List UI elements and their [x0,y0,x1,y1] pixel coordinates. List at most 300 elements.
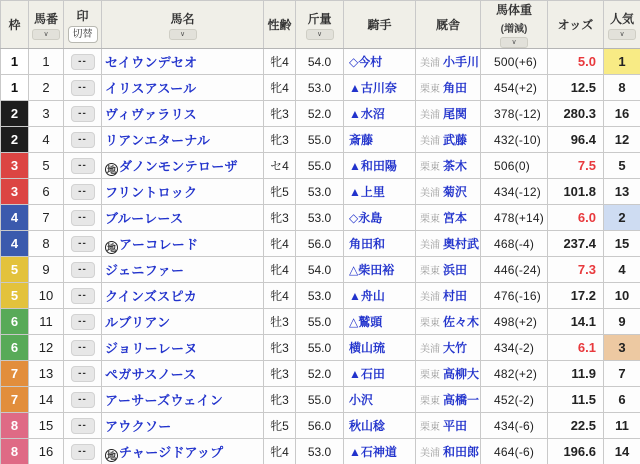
sex-age-cell: 牝4 [264,283,296,309]
col-header-popularity [604,1,640,49]
horse-weight-cell: 506(0) [481,153,548,179]
carried-weight-cell: 56.0 [296,413,344,439]
sex-age-cell: 牡3 [264,309,296,335]
jockey-cell [344,257,416,283]
trainer-link[interactable]: 茶木 [443,159,468,173]
carried-weight-cell: 53.0 [296,283,344,309]
jockey-cell [344,205,416,231]
stable-region-label: 美浦 [420,240,440,251]
horse-weight-cell: 478(+14) [481,205,548,231]
table-row [1,309,640,335]
sex-age-cell: 牝3 [264,361,296,387]
sex-age-cell: 牝3 [264,205,296,231]
jockey-link[interactable]: △柴田裕 [349,263,395,277]
jockey-cell [344,413,416,439]
waku-cell: 8 [1,413,29,439]
horse-name-link[interactable]: イリスアスール [105,81,197,96]
jockey-link[interactable]: 横山琉 [349,341,386,355]
popularity-cell: 3 [604,335,640,361]
mark-cell [64,49,102,75]
popularity-cell: 9 [604,309,640,335]
horse-name-cell [102,153,264,179]
chevron-down-icon: ∨ [179,30,186,38]
col-header-weight-label: 斤量 [307,11,332,26]
mark-cell [64,335,102,361]
popularity-cell: 10 [604,283,640,309]
col-header-horse-name [102,1,264,49]
stable-cell [416,75,481,101]
chevron-down-icon: ∨ [43,30,49,38]
sex-age-cell: 牝5 [264,179,296,205]
stable-cell [416,257,481,283]
horse-weight-cell: 434(-12) [481,179,548,205]
popularity-cell: 8 [604,75,640,101]
horse-name-link[interactable]: ジェニファー [105,263,185,278]
waku-cell: 7 [1,361,29,387]
popularity-cell: 14 [604,439,640,464]
carried-weight-cell: 53.0 [296,205,344,231]
popularity-cell: 2 [604,205,640,231]
horse-number-cell: 16 [29,439,64,464]
horse-number-cell: 2 [29,75,64,101]
carried-weight-cell: 55.0 [296,127,344,153]
waku-cell: 6 [1,335,29,361]
mark-cell [64,439,102,464]
horse-number-cell: 9 [29,257,64,283]
stable-cell [416,231,481,257]
waku-cell: 3 [1,179,29,205]
waku-cell: 2 [1,127,29,153]
mark-cell [64,309,102,335]
mark-cell [64,179,102,205]
waku-cell: 6 [1,309,29,335]
col-header-stable [416,1,481,49]
jockey-cell [344,49,416,75]
horse-weight-cell: 498(+2) [481,309,548,335]
jockey-link[interactable]: 小沢 [349,393,374,407]
stable-region-label: 美浦 [420,448,440,459]
mark-cell [64,257,102,283]
sex-age-cell: 牝3 [264,101,296,127]
waku-cell: 5 [1,257,29,283]
sex-age-cell: 牝5 [264,413,296,439]
col-header-odds [548,1,604,49]
sort-horse-weight-button[interactable] [500,37,528,48]
popularity-cell: 1 [604,49,640,75]
horse-name-cell [102,127,264,153]
sort-horse-name-button[interactable] [169,29,197,40]
jockey-link[interactable]: 秋山稔 [349,419,386,433]
horse-name-cell [102,439,264,464]
horse-name-link[interactable]: ジョリーレーヌ [105,341,198,356]
odds-cell: 22.5 [548,413,604,439]
trainer-link[interactable]: 浜田 [443,263,468,277]
popularity-cell: 6 [604,387,640,413]
jockey-link[interactable]: ▲水沼 [349,107,385,121]
mark-cell [64,101,102,127]
mark-select-button[interactable]: -- [71,392,95,408]
mark-select-button[interactable]: -- [71,158,95,174]
jockey-cell [344,283,416,309]
odds-cell: 7.3 [548,257,604,283]
trainer-link[interactable]: 宮本 [443,211,468,225]
table-row [1,387,640,413]
mark-select-button[interactable]: -- [71,54,95,70]
horse-name-link[interactable]: クインズスピカ [105,289,198,304]
horse-number-cell: 14 [29,387,64,413]
mark-cell [64,153,102,179]
mark-select-button[interactable]: -- [71,262,95,278]
carried-weight-cell: 55.0 [296,153,344,179]
stable-region-label: 栗東 [420,214,440,225]
stable-cell [416,127,481,153]
popularity-cell: 4 [604,257,640,283]
sex-age-cell: 牝4 [264,439,296,464]
table-row [1,153,640,179]
table-row [1,101,640,127]
chevron-down-icon: ∨ [619,30,625,38]
popularity-cell: 5 [604,153,640,179]
waku-cell: 7 [1,387,29,413]
trainer-link[interactable]: 高柳大 [443,367,480,381]
mark-select-button[interactable]: -- [71,132,95,148]
trainer-link[interactable]: 佐々木 [443,315,480,329]
stable-region-label: 栗東 [420,162,440,173]
jockey-cell [344,179,416,205]
mark-select-button[interactable]: -- [71,288,95,304]
jockey-cell [344,153,416,179]
col-header-mark-label: 印 [76,8,89,23]
jockey-cell [344,361,416,387]
horse-name-link[interactable]: アーサーズウェイン [105,393,224,408]
jockey-cell [344,75,416,101]
horse-number-cell: 15 [29,413,64,439]
jockey-link[interactable]: ▲舟山 [349,289,385,303]
col-header-horse-name-label: 馬名 [170,11,195,26]
odds-cell: 11.9 [548,361,604,387]
carried-weight-cell: 56.0 [296,231,344,257]
table-row [1,439,640,464]
col-header-jockey [344,1,416,49]
horse-name-cell [102,335,264,361]
mark-cell [64,387,102,413]
stable-region-label: 栗東 [420,266,440,277]
odds-cell: 96.4 [548,127,604,153]
mark-select-button[interactable]: -- [71,210,95,226]
stable-region-label: 美浦 [420,136,440,147]
horse-name-link[interactable]: フリントロック [105,185,198,200]
horse-number-cell: 8 [29,231,64,257]
col-header-stable-label: 厩舎 [435,18,460,32]
jockey-link[interactable]: 角田和 [349,237,386,251]
trainer-link[interactable]: 平田 [443,419,468,433]
stable-region-label: 美浦 [420,110,440,121]
horse-number-cell: 13 [29,361,64,387]
odds-cell: 6.0 [548,205,604,231]
mark-select-button[interactable]: -- [71,418,95,434]
col-header-horse-weight-sub: (増減) [500,24,528,35]
horse-weight-cell: 378(-12) [481,101,548,127]
horse-name-cell [102,205,264,231]
carried-weight-cell: 53.0 [296,439,344,464]
horse-weight-cell: 432(-10) [481,127,548,153]
horse-name-cell [102,309,264,335]
table-row [1,49,640,75]
carried-weight-cell: 54.0 [296,49,344,75]
stable-cell [416,101,481,127]
horse-weight-cell: 446(-24) [481,257,548,283]
stable-cell [416,205,481,231]
sex-age-cell: 牝4 [264,49,296,75]
col-header-umaban [29,1,64,49]
carried-weight-cell: 52.0 [296,101,344,127]
horse-number-cell: 1 [29,49,64,75]
trainer-link[interactable]: 角田 [443,81,468,95]
horse-name-link[interactable]: リアンエターナル [105,133,211,148]
jockey-link[interactable]: ▲和田陽 [349,159,397,173]
odds-cell: 12.5 [548,75,604,101]
horse-name-link[interactable]: セイウンデセオ [105,55,198,70]
horse-name-link[interactable]: ダノンモンテローザ [119,158,238,174]
table-row [1,75,640,101]
odds-cell: 7.5 [548,153,604,179]
col-header-popularity-label: 人気 [609,11,634,26]
waku-cell: 8 [1,439,29,464]
chevron-down-icon: ∨ [511,39,517,46]
popularity-cell: 15 [604,231,640,257]
odds-cell: 6.1 [548,335,604,361]
horse-name-cell [102,75,264,101]
horse-weight-cell: 464(-6) [481,439,548,464]
mark-select-button[interactable]: -- [71,80,95,96]
mark-select-button[interactable]: -- [71,184,95,200]
stable-cell [416,439,481,464]
sex-age-cell: 牝4 [264,75,296,101]
waku-cell: 4 [1,205,29,231]
horse-name-cell [102,101,264,127]
carried-weight-cell: 55.0 [296,387,344,413]
jockey-link[interactable]: △鷲頭 [349,315,383,329]
horse-name-cell [102,387,264,413]
col-header-weight [296,1,344,49]
carried-weight-cell: 55.0 [296,309,344,335]
mark-select-button[interactable]: -- [71,366,95,382]
local-horse-icon: 地 [106,164,116,175]
horse-number-cell: 6 [29,179,64,205]
stable-region-label: 栗東 [420,84,440,95]
odds-cell: 17.2 [548,283,604,309]
stable-cell [416,153,481,179]
stable-region-label: 栗東 [420,396,440,407]
horse-number-cell: 10 [29,283,64,309]
sex-age-cell: 牝4 [264,231,296,257]
table-row [1,231,640,257]
local-horse-icon: 地 [106,450,116,461]
table-row [1,283,640,309]
jockey-cell [344,101,416,127]
trainer-link[interactable]: 菊沢 [443,185,468,199]
trainer-link[interactable]: 奥村武 [443,237,480,251]
waku-cell: 2 [1,101,29,127]
horse-name-link[interactable]: アウクソー [105,419,172,434]
col-header-horse-weight [481,1,548,49]
header-row [1,1,640,49]
popularity-cell: 7 [604,361,640,387]
table-row [1,205,640,231]
sex-age-cell: 牝3 [264,127,296,153]
stable-cell [416,387,481,413]
mark-toggle-button[interactable]: 切替 [68,26,98,43]
horse-number-cell: 3 [29,101,64,127]
waku-cell: 3 [1,153,29,179]
mark-cell [64,205,102,231]
horse-name-cell [102,413,264,439]
horse-weight-cell: 476(-16) [481,283,548,309]
stable-region-label: 栗東 [420,370,440,381]
mark-select-button[interactable]: -- [71,314,95,330]
stable-region-label: 美浦 [420,188,440,199]
horse-name-link[interactable]: チャージドアップ [119,444,224,460]
trainer-link[interactable]: 尾関 [443,107,468,121]
waku-cell: 5 [1,283,29,309]
sort-weight-button[interactable] [306,29,334,40]
odds-cell: 237.4 [548,231,604,257]
sex-age-cell: セ4 [264,153,296,179]
stable-cell [416,179,481,205]
horse-number-cell: 12 [29,335,64,361]
horse-name-link[interactable]: ヴィヴァラリス [105,107,197,122]
odds-cell: 14.1 [548,309,604,335]
horse-name-cell [102,49,264,75]
odds-cell: 101.8 [548,179,604,205]
horse-name-link[interactable]: ルブリアン [105,315,171,330]
horse-weight-cell: 500(+6) [481,49,548,75]
sex-age-cell: 牝3 [264,335,296,361]
carried-weight-cell: 53.0 [296,75,344,101]
trainer-link[interactable]: 武藤 [443,133,468,147]
waku-cell: 4 [1,231,29,257]
carried-weight-cell: 52.0 [296,361,344,387]
mark-cell [64,361,102,387]
jockey-link[interactable]: ▲石神道 [349,445,397,459]
odds-cell: 5.0 [548,49,604,75]
col-header-horse-weight-label: 馬体重 [495,3,532,17]
stable-region-label: 栗東 [420,422,440,433]
sort-umaban-button[interactable] [32,29,60,40]
horse-weight-cell: 452(-2) [481,387,548,413]
table-row [1,179,640,205]
col-header-waku [1,1,29,49]
table-row [1,413,640,439]
mark-cell [64,127,102,153]
jockey-cell [344,335,416,361]
jockey-link[interactable]: ◇今村 [349,55,383,69]
jockey-link[interactable]: ▲古川奈 [349,81,397,95]
col-header-umaban-label: 馬番 [33,11,58,26]
table-body [1,49,640,464]
mark-select-button[interactable]: -- [71,340,95,356]
carried-weight-cell: 54.0 [296,257,344,283]
mark-cell [64,231,102,257]
horse-number-cell: 5 [29,153,64,179]
col-header-sex-age-label: 性齢 [267,18,292,32]
horse-number-cell: 7 [29,205,64,231]
jockey-link[interactable]: 斎藤 [349,133,374,147]
mark-select-button[interactable]: -- [71,236,95,252]
horse-name-link[interactable]: アーコレード [119,236,199,252]
horse-weight-cell: 482(+2) [481,361,548,387]
odds-cell: 11.5 [548,387,604,413]
trainer-link[interactable]: 和田郎 [443,445,480,459]
trainer-link[interactable]: 高橋一 [443,393,480,407]
col-header-mark [64,1,102,49]
horse-weight-cell: 434(-2) [481,335,548,361]
mark-select-button[interactable]: -- [71,106,95,122]
horse-name-link[interactable]: ペガサスノース [105,367,197,382]
jockey-cell [344,387,416,413]
jockey-link[interactable]: ▲石田 [349,367,385,381]
waku-cell: 1 [1,49,29,75]
col-header-jockey-label: 騎手 [367,18,392,32]
horse-weight-cell: 454(+2) [481,75,548,101]
mark-select-button[interactable]: -- [71,444,95,460]
trainer-link[interactable]: 村田 [443,289,468,303]
jockey-link[interactable]: ▲上里 [349,185,385,199]
odds-cell: 280.3 [548,101,604,127]
horse-name-link[interactable]: ブルーレース [105,211,184,226]
horse-name-cell [102,361,264,387]
stable-cell [416,361,481,387]
trainer-link[interactable]: 小手川 [443,55,480,69]
waku-cell: 1 [1,75,29,101]
stable-cell [416,335,481,361]
jockey-cell [344,231,416,257]
stable-region-label: 美浦 [420,58,440,69]
jockey-link[interactable]: ◇永島 [349,211,383,225]
col-header-waku-label: 枠 [8,18,21,32]
odds-cell: 196.6 [548,439,604,464]
stable-region-label: 美浦 [420,344,440,355]
horse-name-cell [102,179,264,205]
sort-popularity-button[interactable] [608,29,636,40]
horse-name-cell [102,257,264,283]
local-horse-icon: 地 [106,242,116,253]
chevron-down-icon: ∨ [316,30,323,38]
table-row [1,127,640,153]
horse-weight-cell: 434(-6) [481,413,548,439]
popularity-cell: 11 [604,413,640,439]
sex-age-cell: 牝3 [264,387,296,413]
trainer-link[interactable]: 大竹 [443,341,468,355]
stable-cell [416,49,481,75]
popularity-cell: 12 [604,127,640,153]
horse-name-cell [102,231,264,257]
stable-cell [416,283,481,309]
horse-number-cell: 4 [29,127,64,153]
col-header-sex-age [264,1,296,49]
mark-cell [64,413,102,439]
stable-cell [416,413,481,439]
table-row [1,335,640,361]
carried-weight-cell: 55.0 [296,335,344,361]
horse-weight-cell: 468(-4) [481,231,548,257]
horse-number-cell: 11 [29,309,64,335]
stable-region-label: 美浦 [420,292,440,303]
sex-age-cell: 牝4 [264,257,296,283]
mark-cell [64,283,102,309]
popularity-cell: 16 [604,101,640,127]
table-row [1,257,640,283]
